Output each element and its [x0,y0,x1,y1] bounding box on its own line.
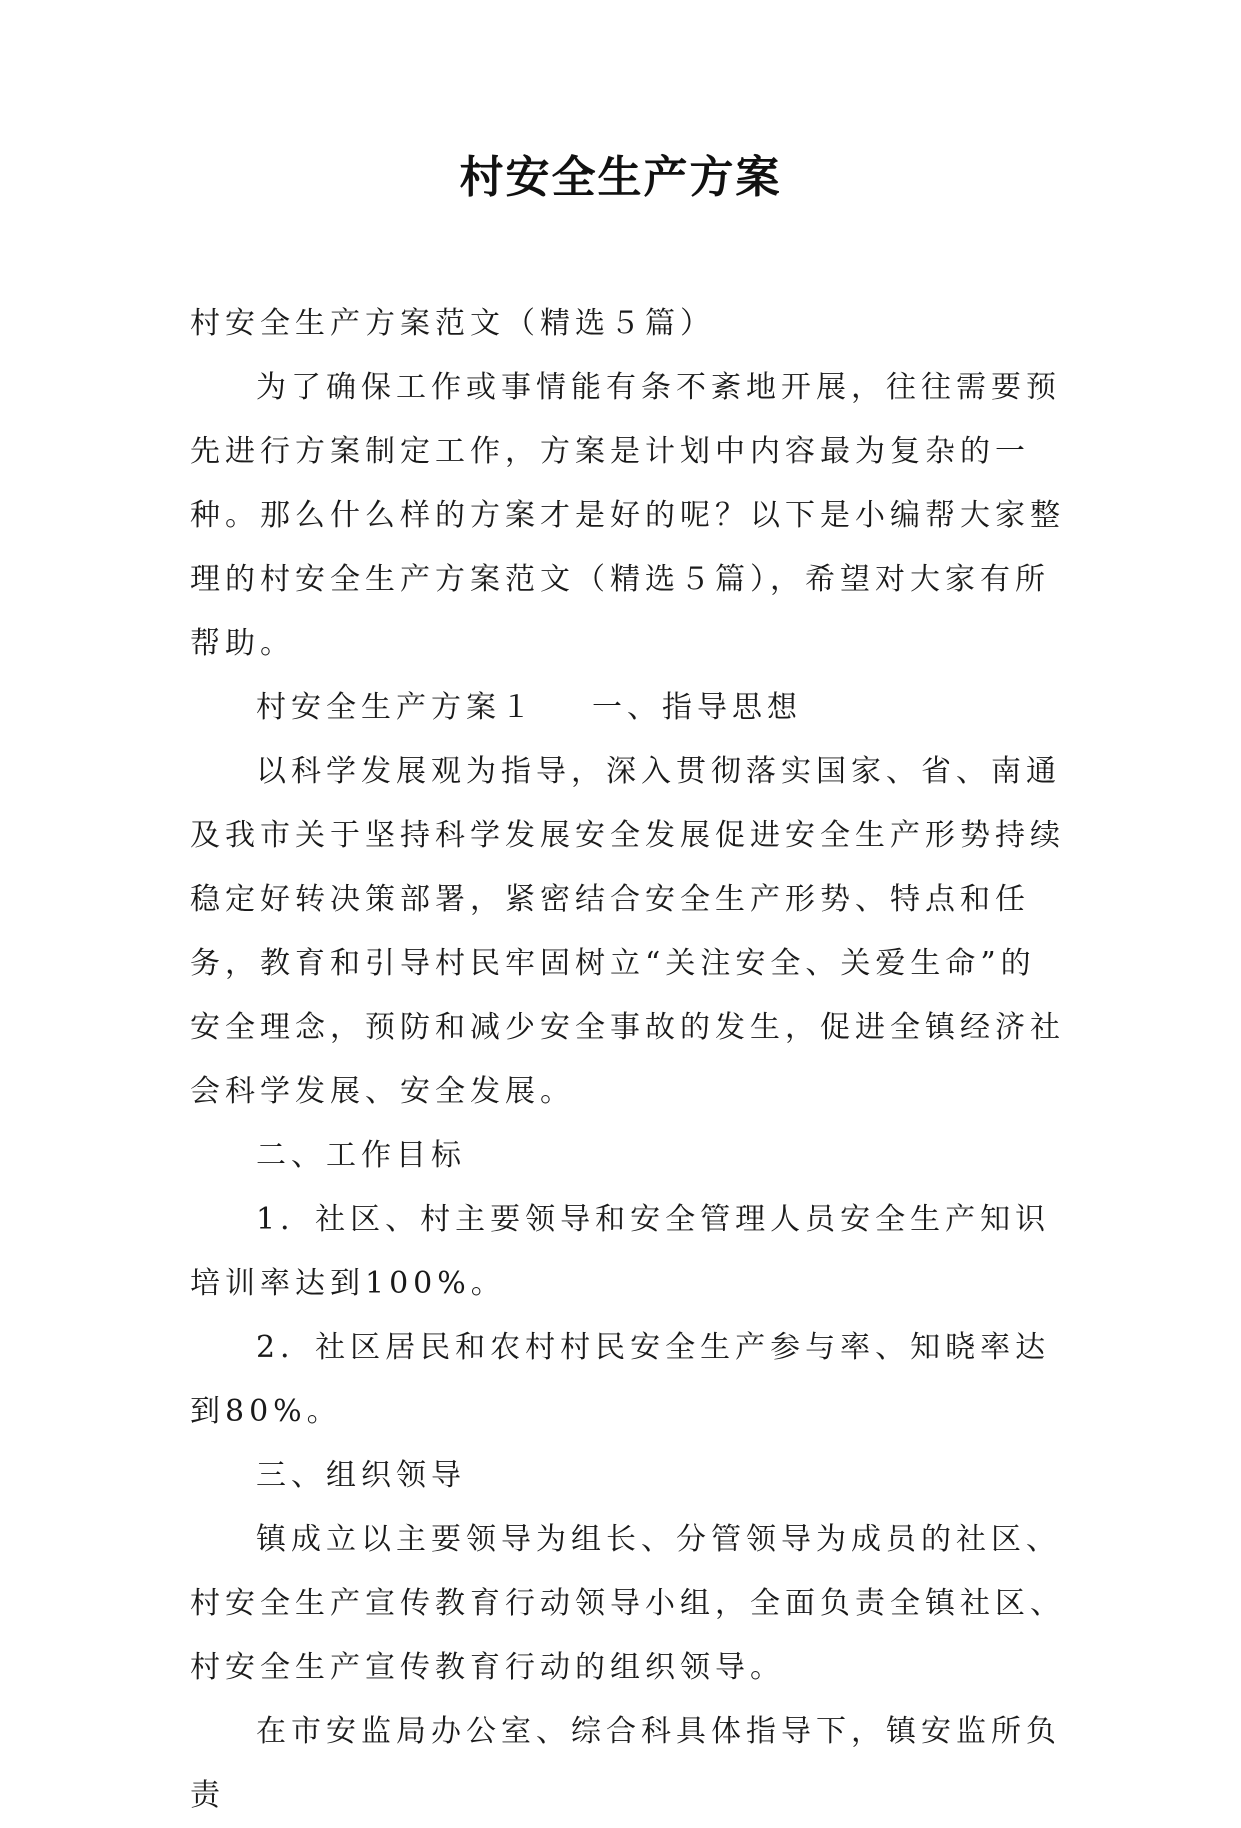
guiding-ideology-paragraph: 以科学发展观为指导，深入贯彻落实国家、省、南通及我市关于坚持科学发展安全发展促进安全生产形势持续稳定好转决策部署，紧密结合安全生产形势、特点和任务，教育和引导村民牢固树立“关注安全、关爱生命”的安全理念，预防和减少安全事故的发生，促进全镇经济社会科学发展、安全发展。 [190,754,1065,1109]
goal-item-1: 1．社区、村主要领导和安全管理人员安全生产知识培训率达到100%。 [190,1202,1051,1301]
section-heading-line [190,676,1070,740]
subtitle-paragraph: 村安全生产方案范文（精选５篇） [190,306,715,341]
document-body [190,292,1070,1828]
organization-heading: 三、组织领导 [256,1458,466,1493]
intro-paragraph: 为了确保工作或事情能有条不紊地开展，往往需要预先进行方案制定工作，方案是计划中内容最为复杂的一种。那么什么样的方案才是好的呢？以下是小编帮大家整理的村安全生产方案范文（精选５篇），希望对大家有所帮助。 [190,370,1065,661]
plan-number-label: 村安全生产方案１ [256,690,536,725]
work-goals-heading: 二、工作目标 [256,1138,466,1173]
document-title: 村安全生产方案 [459,152,782,203]
goal-item-2: 2．社区居民和农村村民安全生产参与率、知晓率达到80%。 [190,1330,1051,1429]
guidance-paragraph: 在市安监局办公室、综合科具体指导下，镇安监所负责 [190,1714,1061,1813]
organization-paragraph: 镇成立以主要领导为组长、分管领导为成员的社区、村安全生产宣传教育行动领导小组，全面负责全镇社区、村安全生产宣传教育行动的组织领导。 [190,1522,1065,1685]
guiding-ideology-heading: 一、指导思想 [592,690,802,725]
